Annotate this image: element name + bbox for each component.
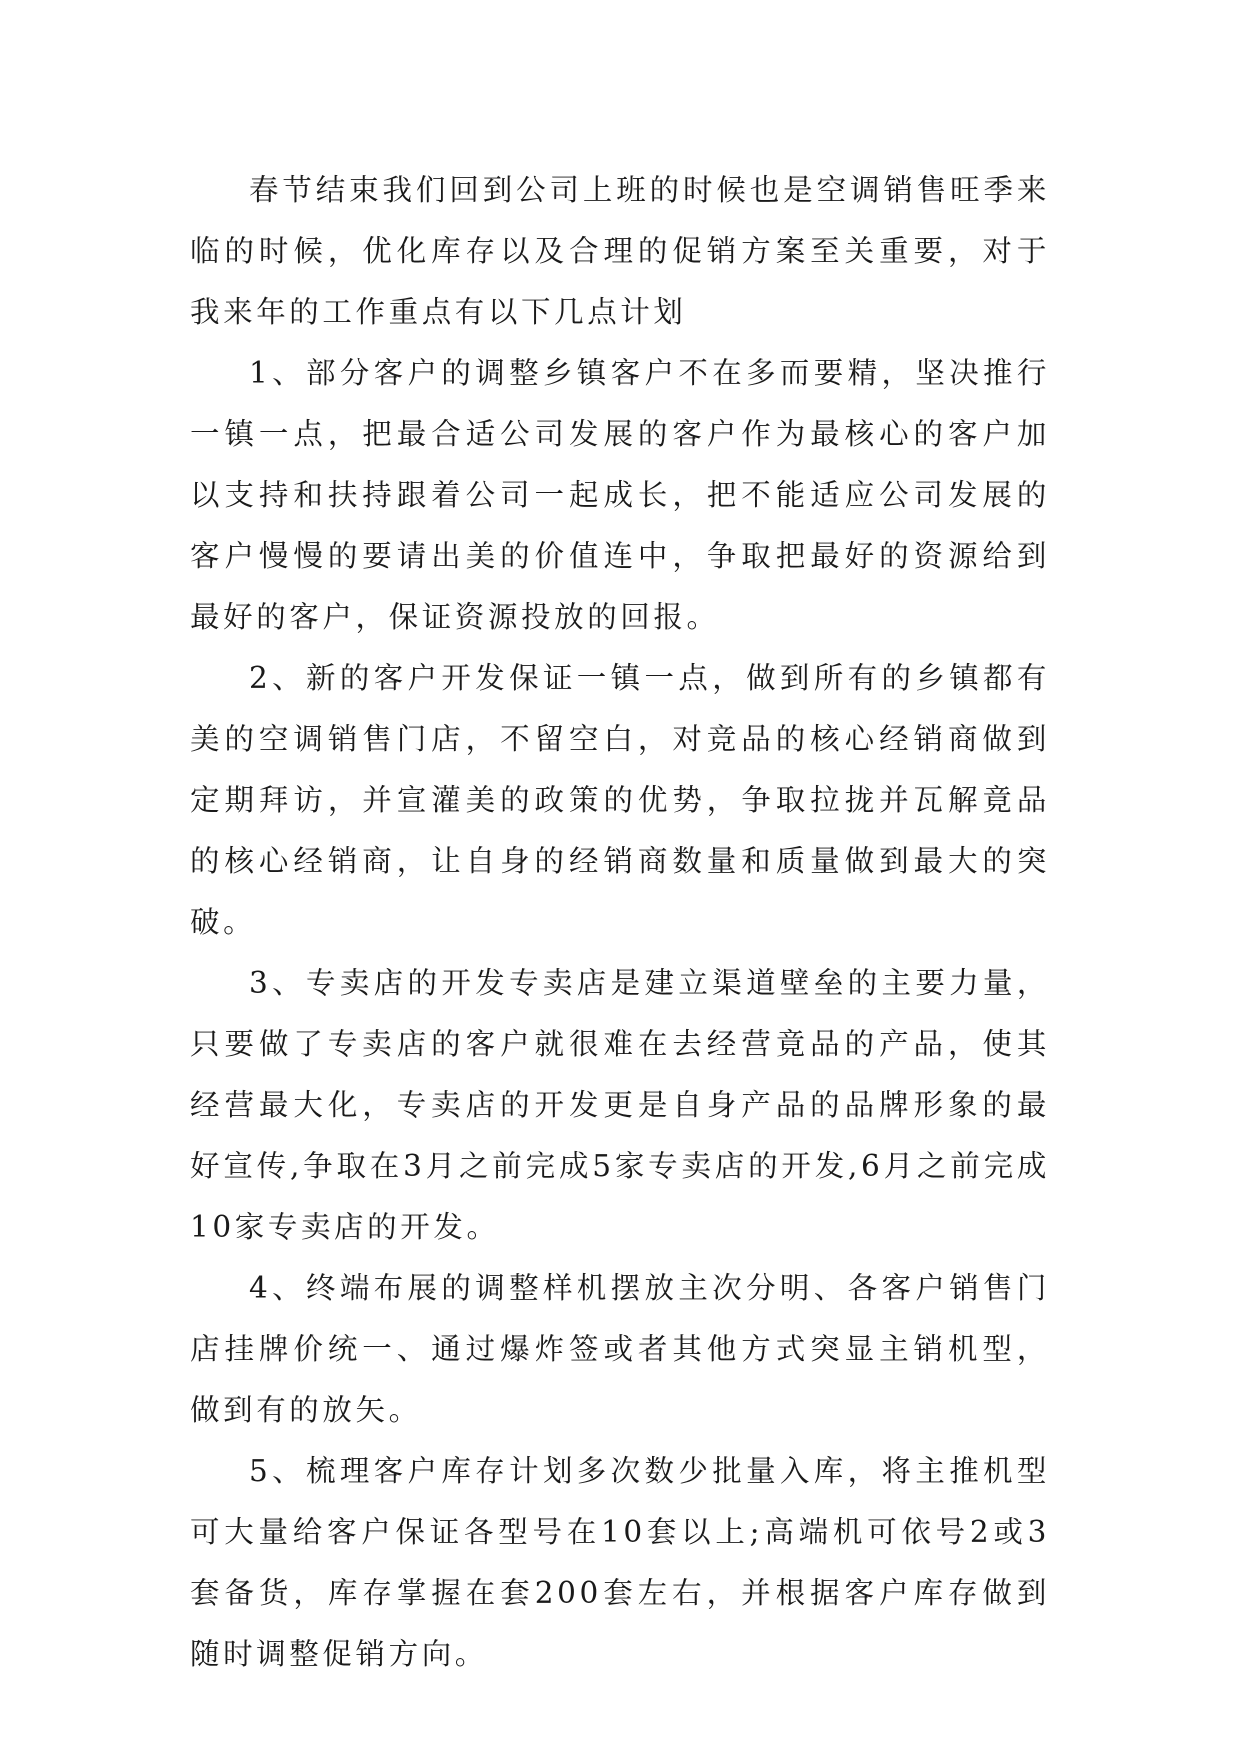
plan-item-2: 2、新的客户开发保证一镇一点，做到所有的乡镇都有美的空调销售门店，不留空白，对竞品的核心经销商做到定期拜访，并宣灌美的政策的优势，争取拉拢并瓦解竟品的核心经销商，让自身的经销商数量和质量做到最大的突破。: [190, 661, 1050, 939]
plan-item-3: 3、专卖店的开发专卖店是建立渠道壁垒的主要力量，只要做了专卖店的客户就很难在去经营竟品的产品，使其经营最大化，专卖店的开发更是自身产品的品牌形象的最好宣传,争取在3月之前完成5家专卖店的开发,6月之前完成10家专卖店的开发。: [190, 966, 1050, 1244]
plan-item-1: 1、部分客户的调整乡镇客户不在多而要精，坚决推行一镇一点，把最合适公司发展的客户作为最核心的客户加以支持和扶持跟着公司一起成长，把不能适应公司发展的客户慢慢的要请出美的价值连中，争取把最好的资源给到最好的客户，保证资源投放的回报。: [190, 356, 1050, 634]
plan-item-4: 4、终端布展的调整样机摆放主次分明、各客户销售门店挂牌价统一、通过爆炸签或者其他方式突显主销机型，做到有的放矢。: [190, 1271, 1050, 1427]
document-body: [190, 160, 1050, 1685]
intro-paragraph: 春节结束我们回到公司上班的时候也是空调销售旺季来临的时候，优化库存以及合理的促销方案至关重要，对于我来年的工作重点有以下几点计划: [190, 173, 1050, 329]
plan-item-5: 5、梳理客户库存计划多次数少批量入库，将主推机型可大量给客户保证各型号在10套以上;高端机可依号2或3套备货，库存掌握在套200套左右，并根据客户库存做到随时调整促销方向。: [190, 1454, 1050, 1671]
